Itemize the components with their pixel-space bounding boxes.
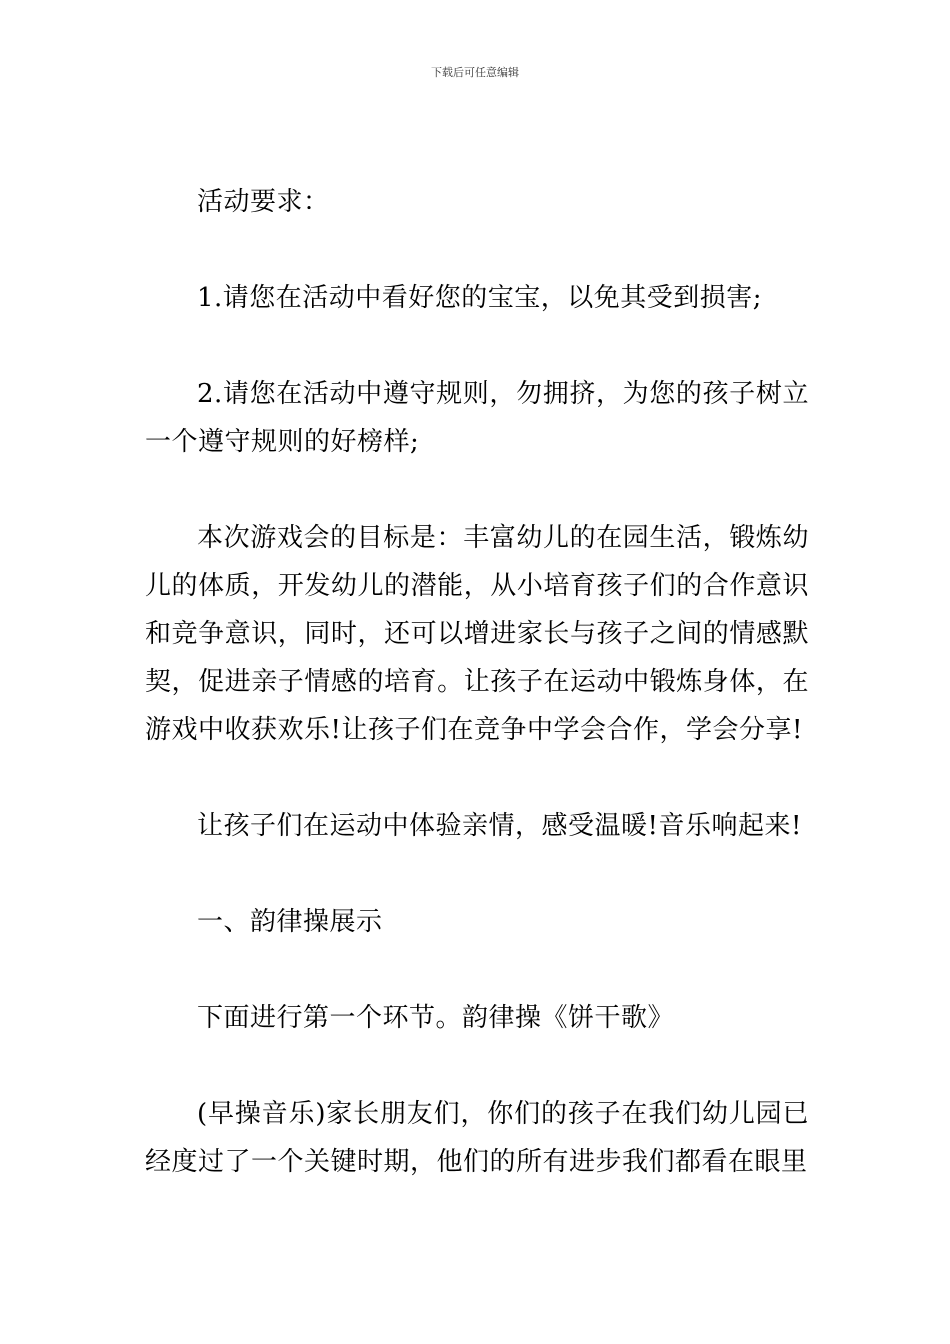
paragraph-music: 让孩子们在运动中体验亲情，感受温暖!音乐响起来! xyxy=(197,811,802,841)
paragraph-requirement-1: 1.请您在活动中看好您的宝宝，以免其受到损害; xyxy=(197,283,763,313)
header-note: 下载后可任意编辑 xyxy=(431,66,519,79)
paragraph-requirements-heading: 活动要求： xyxy=(197,187,330,217)
document-body xyxy=(145,178,809,1234)
paragraph-morning-exercise: (早操音乐)家长朋友们，你们的孩子在我们幼儿园已经度过了一个关键时期，他们的所有进步我们都看在眼里 xyxy=(145,1099,809,1177)
section-heading-rhythm-exercise: 一、韵律操展示 xyxy=(197,907,383,937)
paragraph-first-segment: 下面进行第一个环节。韵律操《饼干歌》 xyxy=(197,1003,675,1033)
paragraph-requirement-2: 2.请您在活动中遵守规则，勿拥挤，为您的孩子树立一个遵守规则的好榜样; xyxy=(145,379,809,457)
paragraph-goals: 本次游戏会的目标是：丰富幼儿的在园生活，锻炼幼儿的体质，开发幼儿的潜能，从小培育孩子们的合作意识和竞争意识，同时，还可以增进家长与孩子之间的情感默契，促进亲子情感的培育。让孩子在运动中锻炼身体，在游戏中收获欢乐!让孩子们在竞争中学会合作，学会分享! xyxy=(145,523,809,745)
